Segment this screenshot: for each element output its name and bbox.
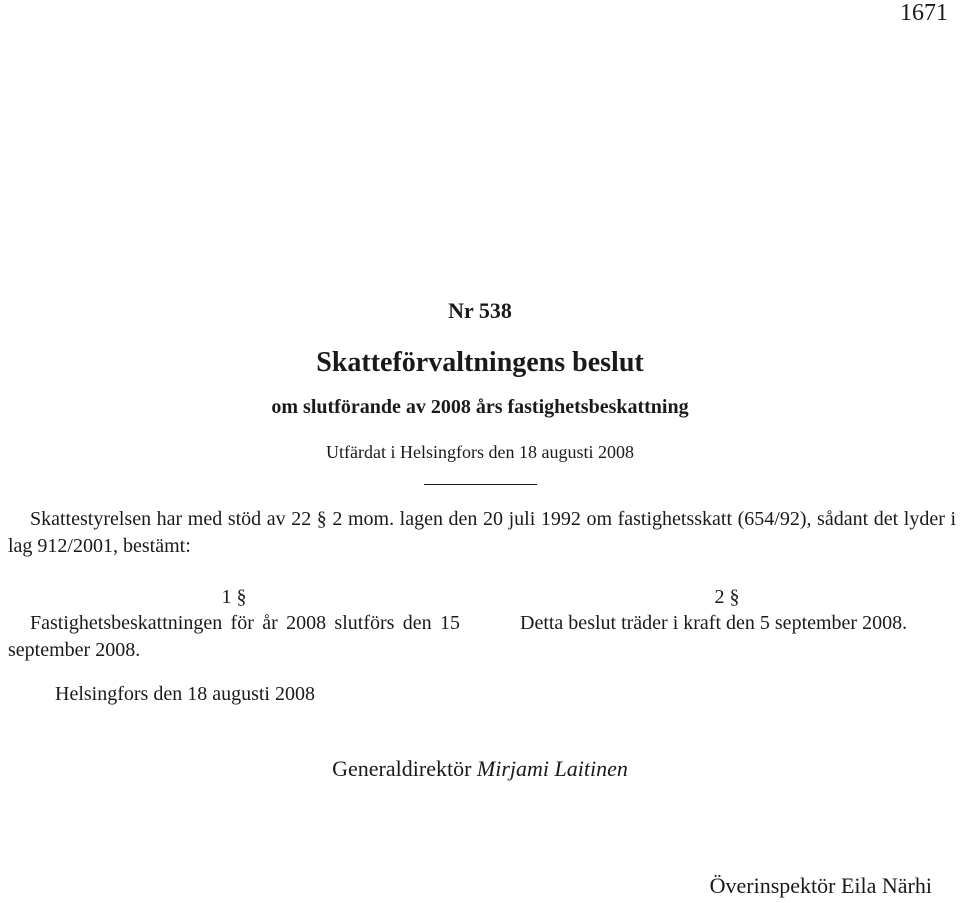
place-and-date: Helsingfors den 18 augusti 2008 [55,683,315,705]
decision-subtitle: om slutförande av 2008 års fastighetsbeskattning [271,396,689,418]
signer-name: Mirjami Laitinen [476,756,628,781]
signer-name: Eila Närhi [840,873,932,898]
section-2-number: 2 § [714,586,740,608]
section-2-text: Detta beslut träder i kraft den 5 september 2008. [520,612,908,634]
signature-director-general [0,756,960,782]
section-1-number: 1 § [221,586,247,608]
signer-title: Överinspektör [709,873,836,898]
issued-line: Utfärdat i Helsingfors den 18 augusti 2008 [326,442,634,462]
preamble-paragraph: Skattestyrelsen har med stöd av 22 § 2 mom. lagen den 20 juli 1992 om fastighetsskatt (654/92), sådant det lyder i lag 912/2001, bestämt: [8,508,956,557]
decision-title: Skatteförvaltningens beslut [316,347,644,378]
title-divider [424,484,537,485]
signer-title: Generaldirektör [332,756,472,781]
statute-number: Nr 538 [448,298,512,323]
page-number: 1671 [900,0,948,26]
section-1-text: Fastighetsbeskattningen för år 2008 slutförs den 15 september 2008. [8,612,460,661]
signature-senior-inspector [710,873,932,899]
